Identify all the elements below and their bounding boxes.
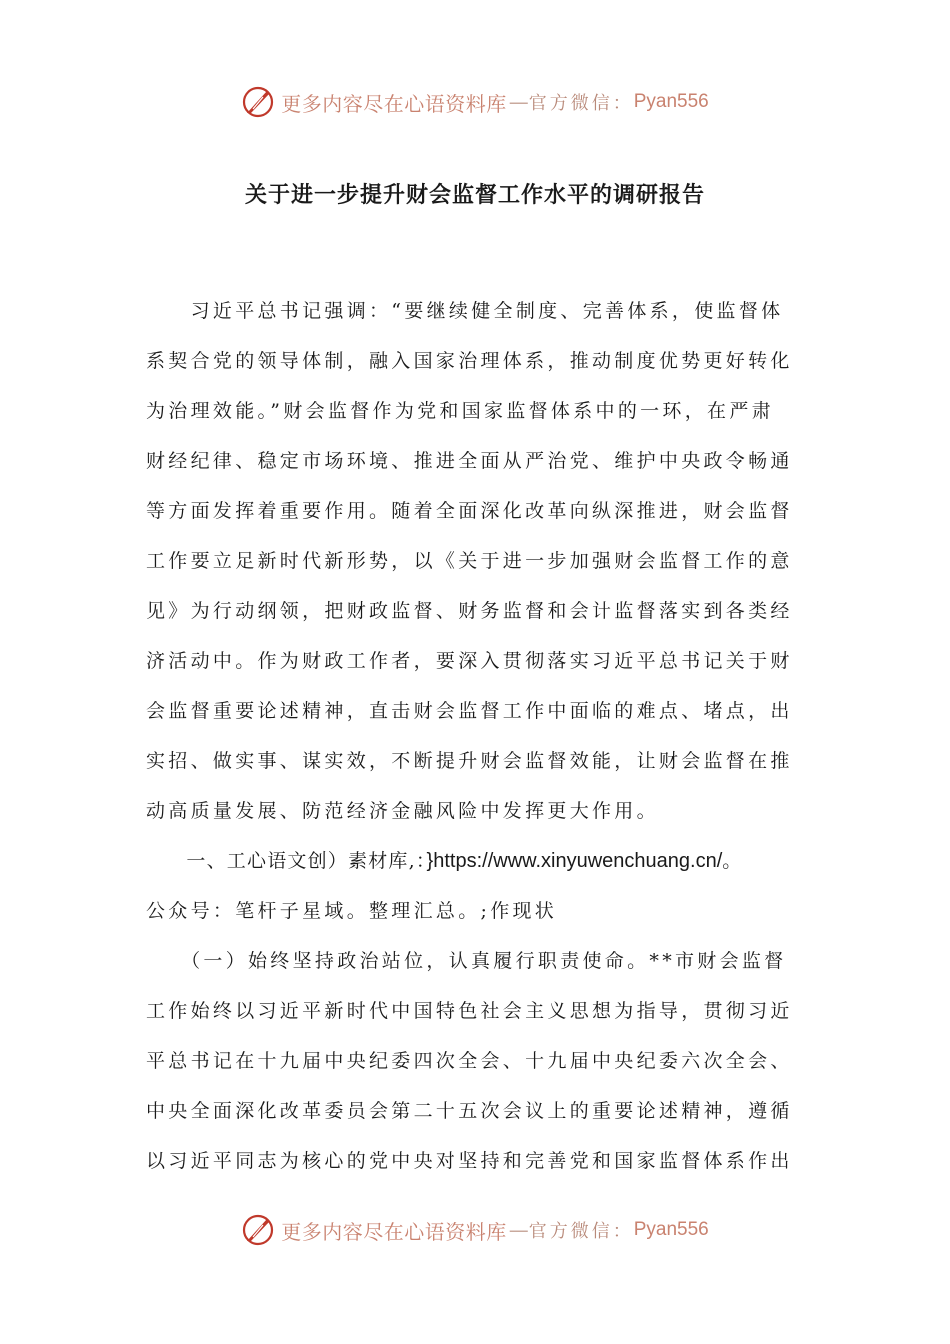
section-heading-line: [146, 836, 806, 886]
body-line: 工作要立足新时代新形势，以《关于进一步加强财会监督工作的意: [146, 550, 793, 572]
banner-label: 官方微信：: [528, 1221, 634, 1242]
body-line: 中央全面深化改革委员会第二十五次会议上的重要论述精神，遵循: [146, 1100, 793, 1122]
banner-main-text: 更多内容尽在心语资料库: [281, 1219, 507, 1244]
body-line: 习近平总书记强调：“要继续健全制度、完善体系，使监督体: [146, 300, 784, 322]
banner-wechat-id: Pyan556: [633, 91, 709, 112]
body-line: 济活动中。作为财政工作者，要深入贯彻落实习近平总书记关于财: [146, 650, 793, 672]
body-line: 会监督重要论述精神，直击财会监督工作中面临的难点、堵点，出: [146, 700, 793, 722]
body-line: 以习近平同志为核心的党中央对坚持和完善党和国家监督体系作出: [146, 1150, 793, 1172]
body-line: 等方面发挥着重要作用。随着全面深化改革向纵深推进，财会监督: [146, 500, 793, 522]
website-url: }https://www.xinyuwenchuang.cn/: [426, 850, 723, 872]
body-line: 实招、做实事、谋实效，不断提升财会监督效能，让财会监督在推: [146, 750, 793, 772]
quill-logo-icon: [241, 85, 275, 119]
banner-wechat-id: Pyan556: [633, 1219, 709, 1240]
body-line: 见》为行动纲领，把财政监督、财务监督和会计监督落实到各类经: [146, 600, 793, 622]
body-line: （一）始终坚持政治站位，认真履行职责使命。**市财会监督: [146, 950, 787, 972]
section-heading-prefix: 一、工心语文创）素材库,：: [146, 850, 427, 872]
document-body: [146, 286, 806, 1186]
banner-separator: —: [508, 1218, 527, 1242]
document-title: 关于进一步提升财会监督工作水平的调研报告: [244, 182, 705, 208]
watermark-banner-top: [0, 82, 950, 122]
body-line: 公众号：笔杆子星域。整理汇总。;作现状: [146, 900, 558, 922]
watermark-banner-bottom: [0, 1210, 950, 1250]
body-line: 为治理效能。”财会监督作为党和国家监督体系中的一环，在严肃: [146, 400, 774, 422]
body-line: 动高质量发展、防范经济金融风险中发挥更大作用。: [146, 800, 659, 822]
body-line: 平总书记在十九届中央纪委四次全会、十九届中央纪委六次全会、: [146, 1050, 793, 1072]
quill-logo-icon: [241, 1213, 275, 1247]
banner-label: 官方微信：: [528, 93, 634, 114]
section-heading-suffix: 。: [722, 850, 743, 872]
banner-separator: —: [508, 90, 527, 114]
body-line: 财经纪律、稳定市场环境、推进全面从严治党、维护中央政令畅通: [146, 450, 793, 472]
body-line: 工作始终以习近平新时代中国特色社会主义思想为指导，贯彻习近: [146, 1000, 793, 1022]
body-line: 系契合党的领导体制，融入国家治理体系，推动制度优势更好转化: [146, 350, 793, 372]
banner-main-text: 更多内容尽在心语资料库: [281, 91, 507, 116]
